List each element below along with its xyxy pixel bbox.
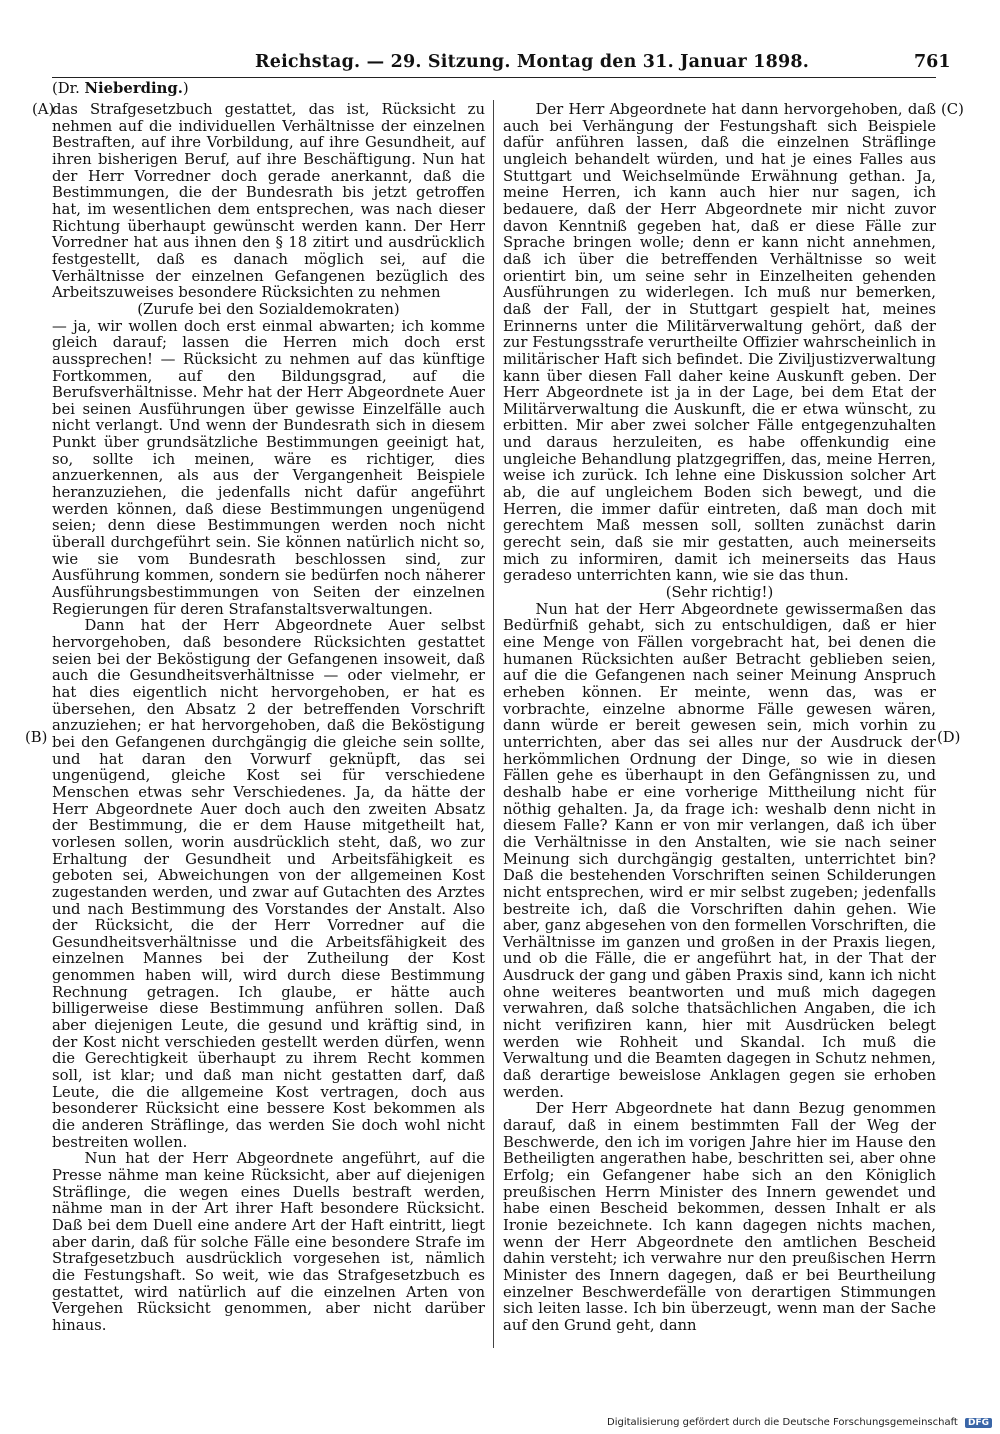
left-paragraph-4: Nun hat der Herr Abgeordnete angeführt, auf die Presse nähme man keine Rücksicht, aber auf diejenigen Sträflinge, die wegen eines Duells bestraft werden, nähme man in der Art ihrer Haft besondere Rücksicht. Daß bei dem Duell eine andere Art der Haft eintritt, liegt aber darin, daß für solche Fälle eine besondere Strafe im Strafgesetzbuch ausdrücklich vorgesehen ist, nämlich die Festungshaft. So weit, wie das Strafgesetzbuch es gestattet, wird natürlich auf die einzelnen Arten von Vergehen Rücksicht genommen, aber nicht darüber hinaus.	[52, 1150, 485, 1334]
page-header	[0, 52, 1000, 76]
right-paragraph-1: Der Herr Abgeordnete hat dann hervorgehoben, daß auch bei Verhängung der Festungshaft sich Beispiele dafür anführen lassen, daß die einzelnen Sträflinge ungleich behandelt würden, und hat je eines Falles aus Stuttgart und Weichselmünde Erwähnung gethan. Ja, meine Herren, ich kann auch hier nur sagen, ich bedauere, daß der Herr Abgeordnete mir nicht zuvor davon Kenntniß gegeben hat, daß er diese Fälle zur Sprache bringen wolle; denn er kann nicht annehmen, daß ich über die betreffenden Verhältnisse so weit orientirt bin, um seine sehr in Einzelheiten gehenden Ausführungen zu widerlegen. Ich muß nur bemerken, daß der Fall, der in Stuttgart gespielt hat, meines Erinnerns unter die Militärverwaltung gehört, daß der zur Festungsstrafe verurtheilte Offizier wahrscheinlich in militärischer Haft sich befindet. Die Ziviljustizverwaltung kann über diesen Fall daher keine Auskunft geben. Der Herr Abgeordnete ist ja in der Lage, bei dem Etat der Militärverwaltung die Auskunft, die er etwa wünscht, zu erbitten. Mir aber zwei solcher Fälle entgegenzuhalten und daraus herzuleiten, es habe offenkundig eine ungleiche Behandlung platzgegriffen, das, meine Herren, weise ich zurück. Ich lehne eine Diskussion solcher Art ab, die auf ungleichem Boden sich bewegt, und die Herren, die immer dafür eintreten, daß man doch mit gerechtem Maß messen soll, sollten zunächst darin gerecht sein, daß sie mir gestatten, auch meinerseits mich zu informiren, damit ich meinerseits das Haus geradeso unterrichten kann, wie sie das thun.	[503, 101, 936, 585]
digitization-credit	[607, 1417, 992, 1428]
left-interjection: (Zurufe bei den Sozialdemokraten)	[137, 300, 400, 318]
right-column	[503, 102, 936, 1335]
margin-marker-a: (A)	[32, 101, 55, 118]
column-divider	[493, 100, 494, 1348]
speaker-suffix: )	[182, 80, 189, 97]
left-paragraph-2: — ja, wir wollen doch erst einmal abwarten; ich komme gleich darauf; lassen die Herren mich doch erst aussprechen! — Rücksicht zu nehmen auf das künftige Fortkommen, auf den Bildungsgrad, auf die Berufsverhältnisse. Mehr hat der Herr Abgeordnete Auer bei seinen Ausführungen über gewisse Einzelfälle auch nicht verlangt. Und wenn der Bundesrath sich in diesem Punkt über grundsätzliche Bestimmungen geeinigt hat, so, sollte ich meinen, wäre es richtiger, dies anzuerkennen, als aus der Vergangenheit Beispiele heranzuziehen, die jedenfalls nicht dafür angeführt werden können, daß diese Bestimmungen ungenügend seien; denn diese Bestimmungen werden noch nicht überall durchgeführt sein. Sie können natürlich nicht so, wie sie vom Bundesrath beschlossen sind, zur Ausführung kommen, sondern sie bedürfen noch näherer Ausführungsbestimmungen von Seiten der einzelnen Regierungen für deren Strafanstaltsverwaltungen.	[52, 317, 485, 618]
header-rule	[52, 77, 936, 78]
margin-marker-c: (C)	[941, 101, 964, 118]
dfg-logo: DFG	[965, 1418, 992, 1428]
running-title: Reichstag. — 29. Sitzung. Montag den 31. Januar 1898.	[255, 52, 810, 72]
left-column	[52, 102, 485, 1335]
margin-marker-b: (B)	[25, 729, 48, 746]
right-paragraph-2: Nun hat der Herr Abgeordnete gewissermaßen das Bedürfniß gehabt, sich zu entschuldigen, daß er hier eine Menge von Fällen vorgebracht hat, bei denen die humanen Rücksichten außer Betracht geblieben seien, auf die die Gefangenen nach seiner Meinung Anspruch erheben können. Er meinte, wenn das, was er vorbrachte, einzelne abnorme Fälle gewesen wären, dann würde er bereit gewesen sein, mich vorhin zu unterrichten, aber das sei alles nur der Ausdruck der herkömmlichen Ordnung der Dinge, so wie in diesen Fällen gehe es überhaupt in den Gefängnissen zu, und deshalb habe er eine vorherige Mittheilung nicht für nöthig gehalten. Ja, da frage ich: weshalb denn nicht in diesem Falle? Kann er von mir verlangen, daß ich über die Verhältnisse in den Anstalten, wie sie nach seiner Meinung sich durchgängig gestalten, unterrichtet bin? Daß die bestehenden Vorschriften seinen Schilderungen nicht entsprechen, wird er mir selbst zugeben; jedenfalls bestreite ich, daß die Vorschriften dahin gehen. Wie aber, ganz abgesehen von den formellen Vorschriften, die Verhältnisse im ganzen und großen in der Praxis liegen, und ob die Fälle, die er angeführt hat, in der That der Ausdruck der gang und gäben Praxis sind, kann ich nicht ohne weiteres beantworten und muß mich dagegen verwahren, daß solche thatsächlichen Angaben, die ich nicht verifiziren kann, hier mit Ausdrücken belegt werden wie Rohheit und Skandal. Ich muß die Verwaltung und die Beamten dagegen in Schutz nehmen, daß derartige beweislose Anklagen gegen sie erhoben werden.	[503, 600, 936, 1101]
margin-marker-d: (D)	[937, 729, 961, 746]
right-interjection: (Sehr richtig!)	[665, 584, 774, 602]
right-paragraph-3: Der Herr Abgeordnete hat dann Bezug genommen darauf, daß in einem bestimmten Fall der Weg der Beschwerde, den ich im vorigen Jahre hier im Hause den Betheiligten angerathen habe, beschritten sei, aber ohne Erfolg; ein Gefangener habe sich an den Königlich preußischen Herrn Minister des Innern gewendet und habe einen Bescheid bekommen, dessen Inhalt er als Ironie bezeichnete. Ich kann dagegen nichts machen, wenn der Herr Abgeordnete den amtlichen Bescheid dahin versteht; ich verwahre nur den preußischen Herrn Minister des Innern dagegen, daß er bei Beurtheilung einzelner Beschwerdefälle von derartigen Stimmungen sich leiten lasse. Ich bin überzeugt, wenn man der Sache auf den Grund geht, dann	[503, 1100, 936, 1334]
page-number: 761	[914, 52, 951, 72]
speaker-name: Nieberding.	[84, 80, 183, 97]
credit-text: Digitalisierung gefördert durch die Deutsche Forschungsgemeinschaft	[607, 1417, 958, 1428]
speaker-prefix: (Dr.	[52, 80, 85, 97]
speaker-label	[52, 80, 189, 97]
left-paragraph-3: Dann hat der Herr Abgeordnete Auer selbst hervorgehoben, daß besondere Rücksichten gestattet seien bei der Beköstigung der Gefangenen insoweit, daß auch die Gesundheitsverhältnisse — oder vielmehr, er hat dies eigentlich nicht hervorgehoben, er hat es übersehen, den Absatz 2 der betreffenden Vorschrift anzuziehen; er hat hervorgehoben, daß die Beköstigung bei den Gefangenen durchgängig die gleiche sein sollte, und hat daran den Vorwurf geknüpft, das sei ungenügend, gleiche Kost sei für verschiedene Menschen etwas sehr Verschiedenes. Ja, da hätte der Herr Abgeordnete Auer doch auch den zweiten Absatz der Bestimmung, die er dem Hause mitgetheilt hat, vorlesen sollen, worin ausdrücklich steht, daß, wo zur Erhaltung der Gesundheit und Arbeitsfähigkeit es geboten sei, Abweichungen von der allgemeinen Kost zugestanden werden, und zwar auf Gutachten des Arztes und nach Bestimmung des Vorstandes der Anstalt. Also der Rücksicht, die der Herr Vorredner auf die Gesundheitsverhältnisse und die Arbeitsfähigkeit des einzelnen Mannes bei der Zutheilung der Kost genommen haben will, wird durch diese Bestimmung Rechnung getragen. Ich glaube, er hätte auch billigerweise diese Bestimmung anführen sollen. Daß aber diejenigen Leute, die gesund und kräftig sind, in der Kost nicht verschieden gestellt werden dürfen, wenn die Gerechtigkeit überhaupt zu ihrem Recht kommen soll, ist klar; und daß man nicht gestatten darf, daß Leute, die die allgemeine Kost vertragen, doch aus besonderer Rücksicht eine bessere Kost bekommen als die anderen Sträflinge, das werden Sie doch wohl nicht bestreiten wollen.	[52, 617, 485, 1151]
left-paragraph-1: das Strafgesetzbuch gestattet, das ist, Rücksicht zu nehmen auf die individuellen Verhältnisse der einzelnen Bestraften, auf ihre Vorbildung, auf ihre Gesundheit, auf ihren bisherigen Beruf, auf ihre Beschäftigung. Nun hat der Herr Vorredner doch gerade anerkannt, daß die Bestimmungen, die der Bundesrath bis jetzt getroffen hat, im wesentlichen dem entsprechen, was nach dieser Richtung überhaupt gewünscht werden kann. Der Herr Vorredner hat aus ihnen den § 18 zitirt und ausdrücklich festgestellt, daß es danach möglich sei, auf die Verhältnisse der einzelnen Gefangenen bezüglich des Arbeitszuweises besondere Rücksichten zu nehmen	[52, 101, 485, 302]
